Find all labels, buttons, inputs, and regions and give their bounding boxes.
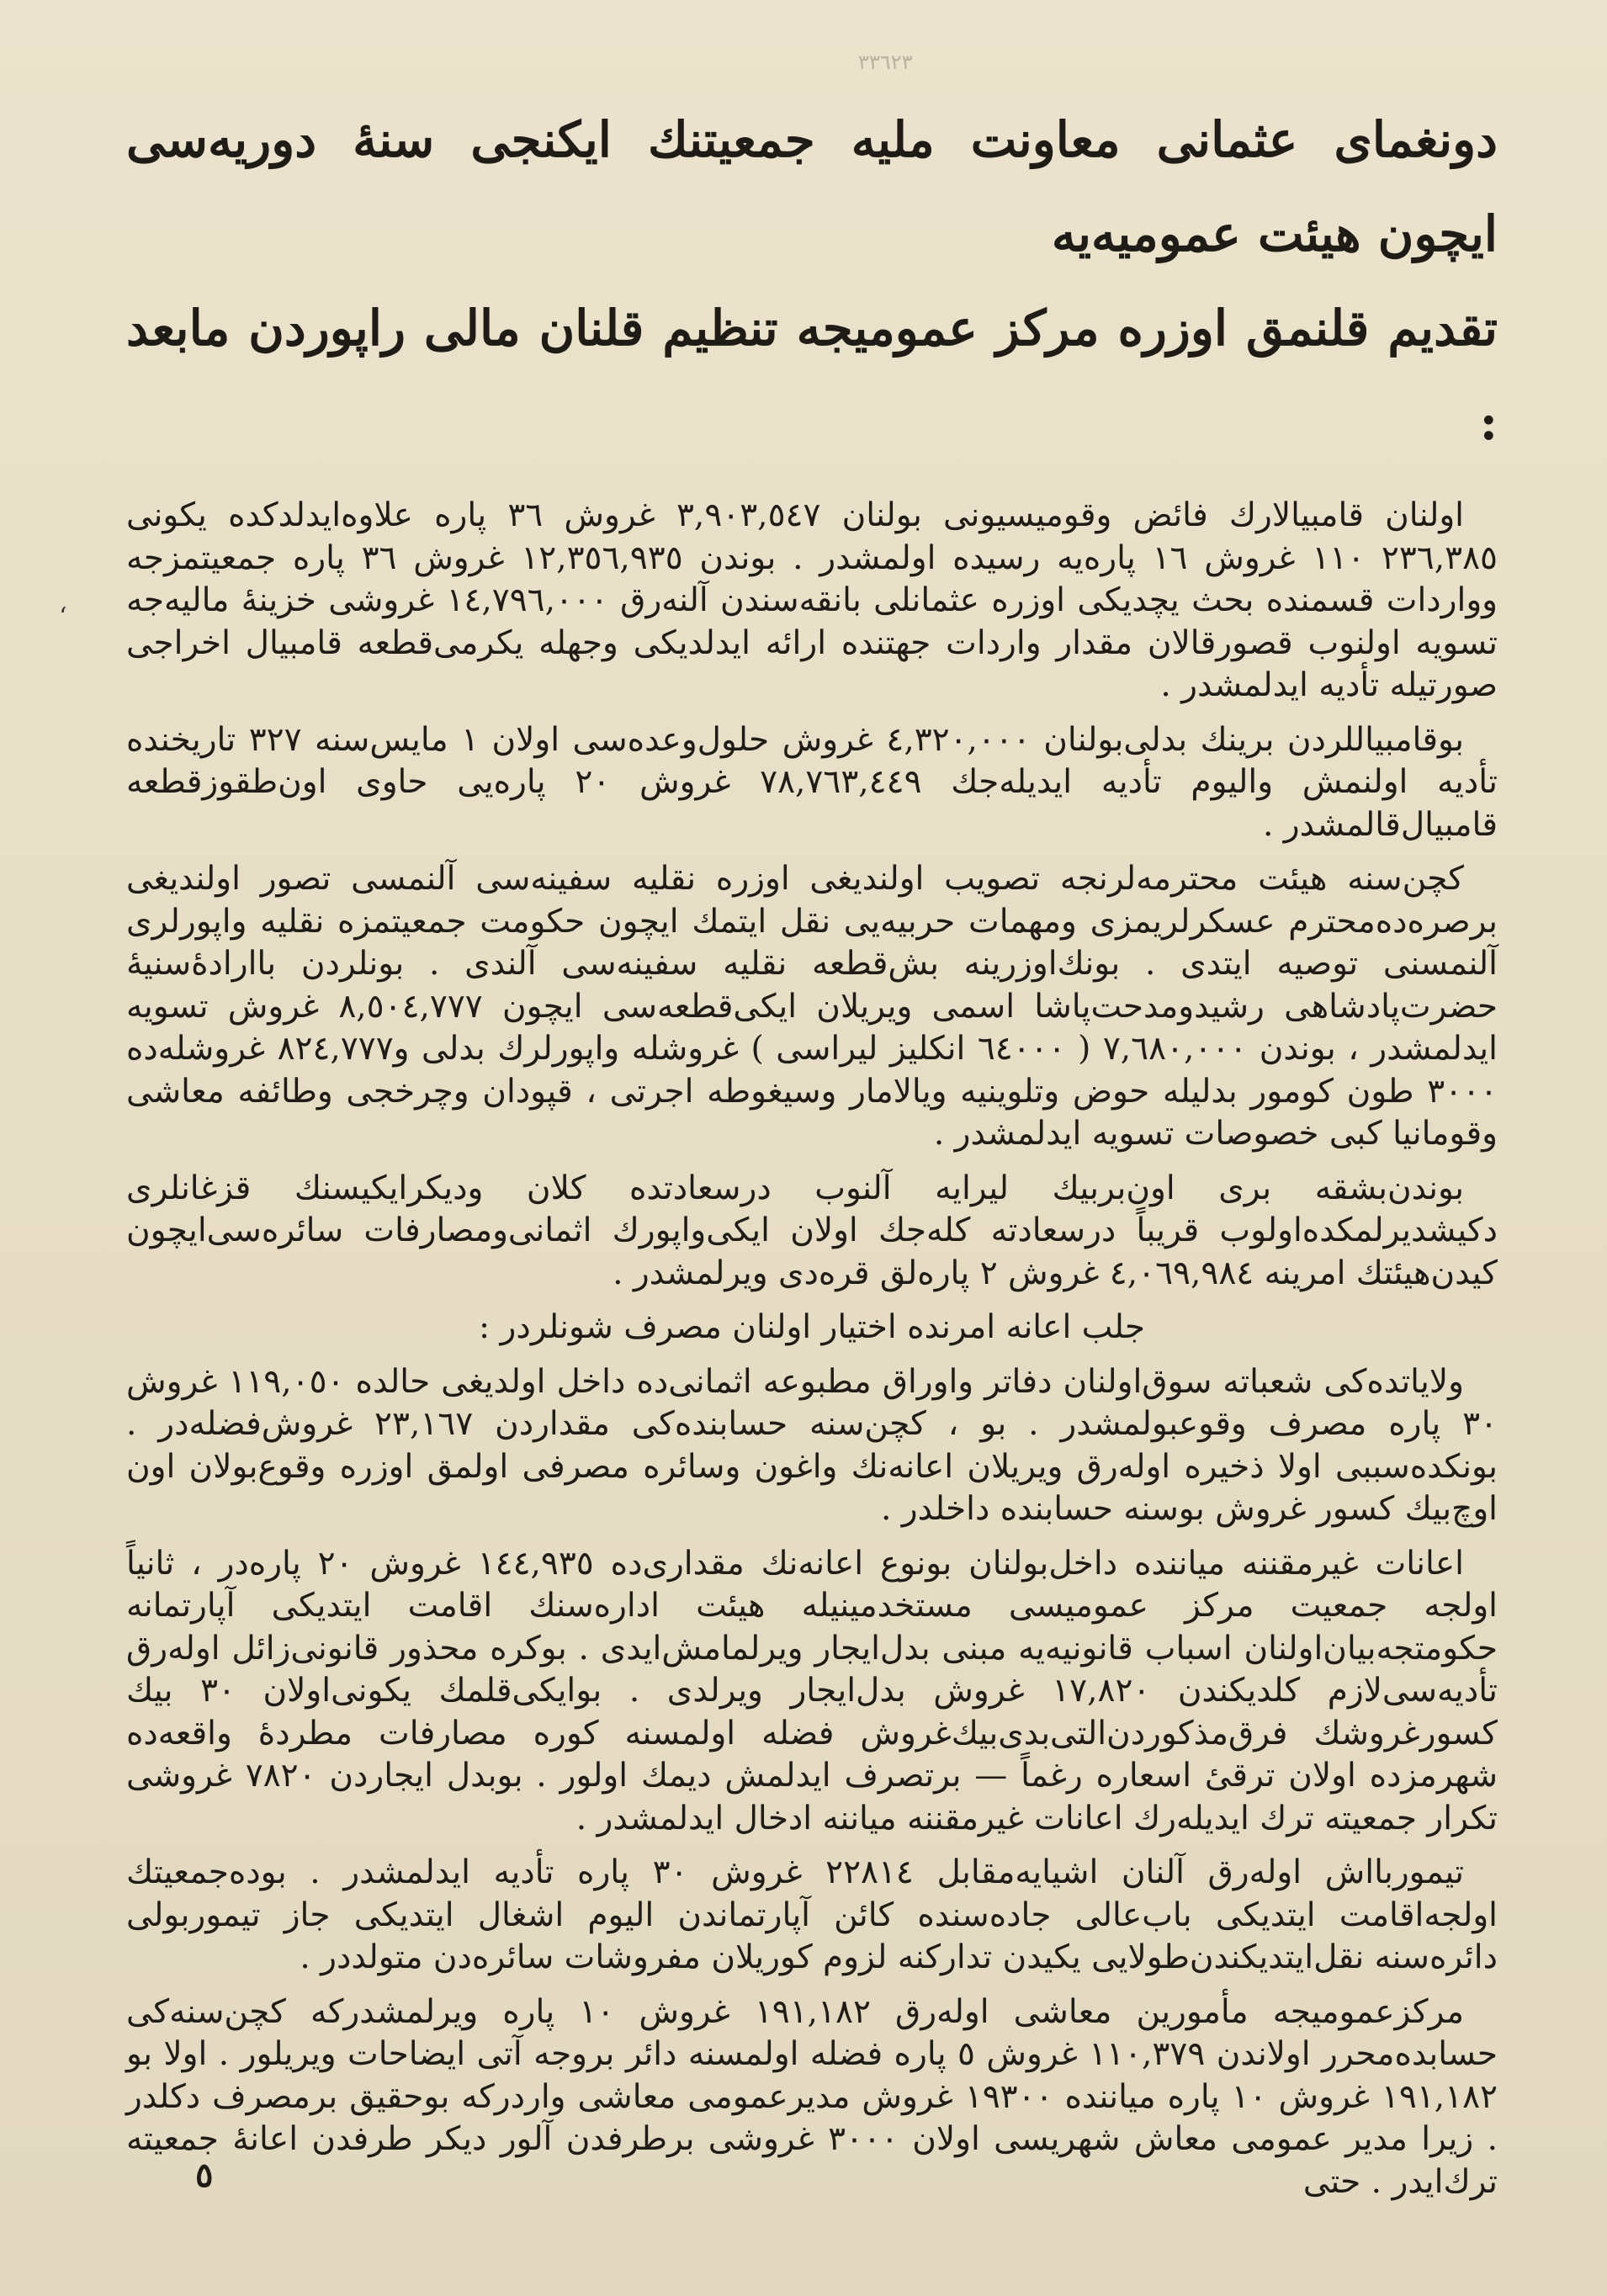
title-line-2: تقدیم قلنمق اوزره مرکز عمومیجه تنظیم قلنان مالی راپوردن مابعد : <box>126 300 1498 451</box>
title-line-1: دونغمای عثمانی معاونت ملیه جمعیتنك ایكنجی سنهٔ دوریه‌سی ایچون هیئت عمومیه‌یه <box>126 111 1498 262</box>
section-heading: جلب اعانه امرنده اختیار اولنان مصرف شونلردر : <box>479 1308 1145 1346</box>
paragraph-5: ولایاتده‌کی شعباته سوق‌اولنان دفاتر واوراق مطبوعه اثمانی‌ده داخل اولدیغی حالده ١١٩,٠٥٠ غروش ٣٠ پاره مصرف وقوعبولمشدر . بو ، کچن‌سنه حسابنده‌کی مقداردن ٢٣,١٦٧ غروش‌فضله‌در . بونکده‌سببی اولا ذخیره اوله‌رق ویریلان اعانه‌نك واغون وسائره مصرفی اولمق اوزره وقوع‌بولان اون اوچ‌بیك کسور غروش بوسنه حسابنده داخلدر . <box>126 1362 1498 1528</box>
paragraph-7: تیموربااش اوله‌رق آلنان اشیایه‌مقابل ٢٢٨١٤ غروش ٣٠ پاره تأدیه ایدلمشدر . بوده‌جمعیتك اولجه‌اقامت ایتدیکی باب‌عالی جاده‌سنده کائن آپارتماندن الیوم اشغال ایتدیکی جاز تیموربولی دائره‌سنه نقل‌ایتدیکندن‌طولایی یکیدن تدارکنه لزوم کوریلان مفروشات سائره‌دن متولددر . <box>126 1853 1498 1976</box>
paragraph-2: بوقامبیاللردن برینك بدلی‌بولنان ٤,٣٢٠,٠٠٠ غروش حلول‌وعده‌سی اولان ١ مایس‌سنه ٣٢٧ تاریخنده تأدیه اولنمش والیوم تأدیه ایدیله‌جك ٧٨,٧٦٣,٤٤٩ غروش ٢٠ پاره‌یی حاوی اون‌طقوزقطعه قامبیال‌قالمشدر . <box>126 720 1498 844</box>
paragraph-1: اولنان قامبیالارك فائض وقومیسیونی بولنان ٣,٩٠٣,٥٤٧ غروش ٣٦ پاره علاوه‌ایدلدكده یکونی ٢٣٦,٣٨٥ ١١٠ غروش ١٦ پاره‌یه رسیده اولمشدر . بوندن ١٢,٣٥٦,٩٣٥ غروش ٣٦ پاره جمعیتمزجه وواردات قسمنده بحث یچدیکی اوزره عثمانلی بانقه‌سندن آلنه‌رق ١٤,٧٩٦,٠٠٠ غروشی خزینهٔ مالیه‌جه تسویه اولنوب قصورقالان مقدار واردات جهتنده ارائه ایدلدیکی وجهله یکرمی‌قطعه قامبیال اخراجی صورتیله تأدیه ایدلمشدر . <box>126 496 1498 704</box>
paragraph-4: بوندن‌بشقه بری اون‌بربیك لیرایه آلنوب درسعادتده کلان ودیکرایکیسنك قزغانلری دکیشدیرلمکده‌اولوب قریباً درسعادته کله‌جك اولان ایکی‌واپورك اثمانی‌ومصارفات سائره‌سی‌ایچون کیدن‌هیئتك امرینه ٤,٠٦٩,٩٨٤ غروش ٢ پاره‌لق قره‌دی ویرلمشدر . <box>126 1169 1498 1292</box>
document-title <box>126 93 1498 469</box>
paragraph-3: کچن‌سنه هیئت محترمه‌لرنجه تصویب اولندیغی اوزره نقلیه سفینه‌سی آلنمسی تصور اولندیغی برصره‌ده‌محترم عسکرلریمزی ومهمات حربیه‌یی نقل ایتمك ایچون حکومت جمعیتمزه نقلیه واپورلری آلنمسنی توصیه ایتدی . بونك‌اوزرینه بش‌قطعه نقلیه سفینه‌سی آلندی . بونلردن باارادهٔ‌سنیهٔ حضرت‌پادشاهی رشیدومدحت‌پاشا اسمی ویریلان ایکی‌قطعه‌سی ایچون ٨,٥٠٤,٧٧٧ غروش تسویه ایدلمشدر ، بوندن ٧,٦٨٠,٠٠٠ ( ٦٤٠٠٠ انکلیز لیراسی ) غروشله واپورلرك بدلی و٨٢٤,٧٧٧ غروشله‌ده ٣٠٠٠ طون کومور بدلیله حوض وتلوینیه ویالامار وسیغوطه اجرتی ، قپودان وچرخجی وطائفه معاشی وقومانیا کبی خصوصات تسویه ایدلمشدر . <box>126 860 1498 1153</box>
paragraph-6: اعانات غیرمقننه میاننده داخل‌بولنان بونوع اعانه‌نك مقداری‌ده ١٤٤,٩٣٥ غروش ٢٠ پاره‌در ، ثانیاً اولجه جمعیت مرکز عمومیسی مستخدمینیله هیئت اداره‌سنك اقامت ایتدیکی آپارتمانه حکومتجه‌بیان‌اولنان اسباب قانونیه‌یه مبنی بدل‌ایجار ویرلمامش‌ایدی . بوکره محذور قانونی‌زائل اوله‌رق تأدیه‌سی‌لازم کلدیکندن ١٧,٨٢٠ غروش بدل‌ایجار ویرلدی . بوایکی‌قلمك یکونی‌اولان ٣٠ بیك کسورغروشك فرق‌مذکوردن‌التی‌بدی‌بیك‌غروش فضله اولمسنه کوره مصارفات مطردهٔ واقعه‌ده شهرمزده اولان ترقیٔ اسعاره رغماً — برتصرف ایدلمش دیمك اولور . بوبدل ایجاردن ٧٨٢٠ غروشی تکرار جمعیته ترك ایدیله‌رك اعانات غیرمقننه میاننه ادخال ایدلمشدر . <box>126 1544 1498 1837</box>
margin-mark: ʻ <box>59 602 67 632</box>
catalog-stamp: ٣٣٦٢٣ <box>858 50 913 74</box>
page-number: ٥ <box>195 2155 214 2195</box>
document-body <box>126 495 1498 2203</box>
paragraph-8: مرکزعمومیجه مأمورین معاشی اوله‌رق ١٩١,١٨٢ غروش ١٠ پاره ویرلمشدرکه کچن‌سنه‌کی حسابده‌محرر اولاندن ١١٠,٣٧٩ غروش ٥ پاره فضله اولمسنه دائر بروجه آتی ایضاحات ویریلور . اولا بو ١٩١,١٨٢ غروش ١٠ پاره میاننده ١٩٣٠٠ غروش مدیرعمومی معاشی واردرکه بوحقیق برمصرف دکلدر . زیرا مدیر عمومی معاش شهریسی اولان ٣٠٠٠ غروشی برطرفدن آلور دیکر طرفدن اعانهٔ جمعیته ترك‌ایدر . حتی <box>126 1992 1498 2201</box>
